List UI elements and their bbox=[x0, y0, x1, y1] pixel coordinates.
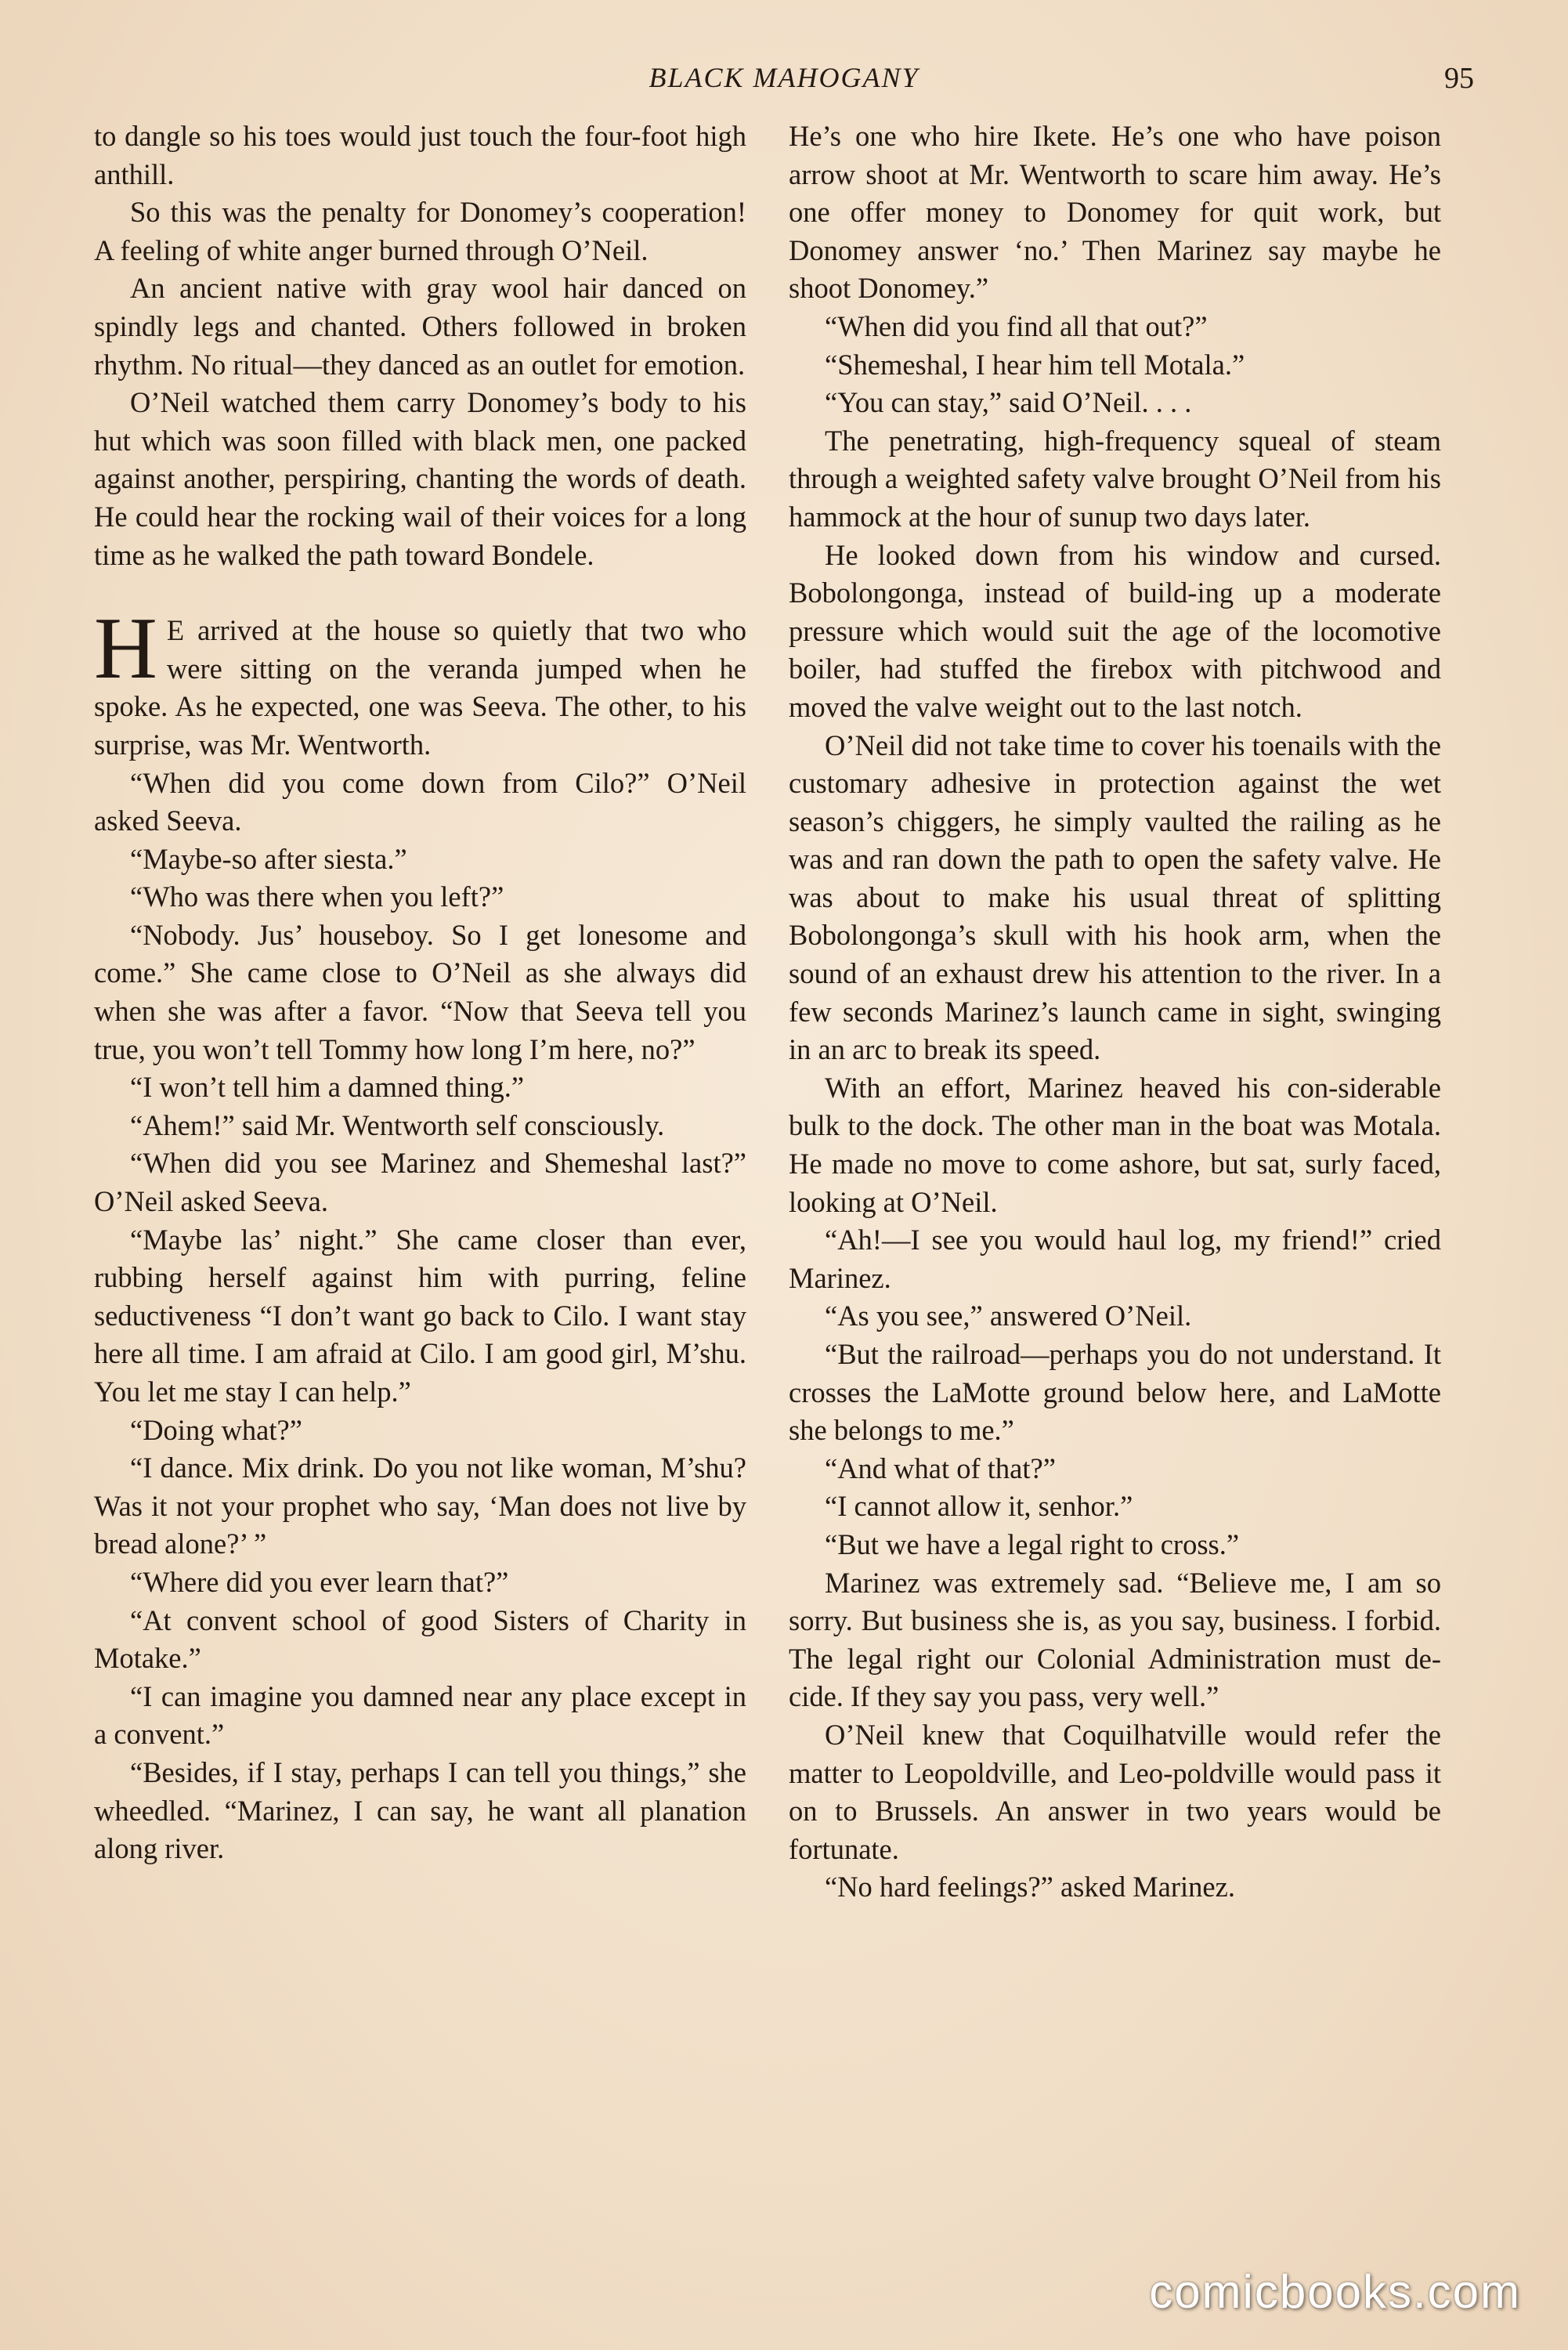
paragraph: “When did you come down from Cilo?” O’Neil asked Seeva. bbox=[94, 766, 746, 837]
paragraph: So this was the penalty for Donomey’s cooperation! A feeling of white anger burned through O’Neil. bbox=[94, 196, 746, 266]
paragraph: “Ahem!” said Mr. Wentworth self consciously. bbox=[130, 1108, 665, 1141]
paragraph: “As you see,” answered O’Neil. bbox=[825, 1300, 1192, 1332]
paragraph: “I dance. Mix drink. Do you not like woman, M’shu? Was it not your prophet who say, ‘Man does not live by bread alone?’ ” bbox=[94, 1452, 746, 1560]
paragraph: O’Neil knew that Coquilhatville would refer the matter to Leopoldville, and Leo-poldville would pass it on to Brussels. An answer in two years would be fortunate. bbox=[789, 1718, 1441, 1865]
left-column bbox=[94, 118, 746, 1868]
paragraph: O’Neil watched them carry Donomey’s body to his hut which was soon filled with black men, one packed against another, perspiring, chanting the words of death. He could hear the rocking wail of their voices for a long time as he walked the path toward Bondele. bbox=[94, 386, 746, 571]
paragraph: “No hard feelings?” asked Marinez. bbox=[825, 1871, 1235, 1904]
paragraph: “Doing what?” bbox=[130, 1413, 302, 1446]
paragraph: “Shemeshal, I hear him tell Motala.” bbox=[825, 348, 1245, 381]
paragraph: “Maybe-so after siesta.” bbox=[130, 842, 407, 875]
paragraph: “When did you find all that out?” bbox=[825, 309, 1208, 342]
paragraph: “Besides, if I stay, perhaps I can tell you things,” she wheedled. “Marinez, I can say, he want all planation along river. bbox=[94, 1755, 746, 1865]
paragraph-text: E arrived at the house so quietly that two who were sitting on the veranda jumped when he spoke. As he expected, one was Seeva. The other, to his surprise, was Mr. Wentworth. bbox=[94, 614, 746, 761]
paragraph: “At convent school of good Sisters of Charity in Motake.” bbox=[94, 1603, 746, 1675]
paragraph: “I cannot allow it, senhor.” bbox=[825, 1490, 1133, 1523]
paragraph: With an effort, Marinez heaved his con-siderable bulk to the dock. The other man in the boat was Motala. He made no move to come ashore, but sat, surly faced, looking at O’Neil. bbox=[789, 1071, 1441, 1218]
page-number: 95 bbox=[1444, 62, 1474, 95]
paragraph: “I can imagine you damned near any place except in a convent.” bbox=[94, 1679, 746, 1751]
paragraph: O’Neil did not take time to cover his toenails with the customary adhesive in protection against the wet season’s chiggers, he simply vaulted the railing as he was and ran down the path to open the safety valve. He was about to make his usual threat of splitting Bobolongonga’s skull with his hook arm, when the sound of an exhaust drew his attention to the river. In a few seconds Marinez’s launch came in sight, swinging in an arc to break its speed. bbox=[789, 728, 1441, 1066]
paragraph: “But the railroad—perhaps you do not understand. It crosses the LaMotte ground below here, and LaMotte she belongs to me.” bbox=[789, 1338, 1441, 1447]
paragraph: “Who was there when you left?” bbox=[130, 880, 504, 913]
paragraph: “Maybe las’ night.” She came closer than ever, rubbing herself against him with purring, feline seductiveness “I don’t want go back to Cilo. I want stay here all time. I am afraid at Cilo. I am good girl, M’shu. You let me stay I can help.” bbox=[94, 1223, 746, 1408]
paragraph: An ancient native with gray wool hair danced on spindly legs and chanted. Others followed in broken rhythm. No ritual—they danced as an outlet for emotion. bbox=[94, 272, 746, 381]
paragraph: “Ah!—I see you would haul log, my friend!” cried Marinez. bbox=[789, 1224, 1441, 1294]
paragraph: “And what of that?” bbox=[825, 1452, 1056, 1484]
paragraph: He looked down from his window and cursed. Bobolongonga, instead of build-ing up a moderate pressure which would suit the age of the locomotive boiler, had stuffed the firebox with pitchwood and moved the valve weight out to the last notch. bbox=[789, 538, 1441, 723]
running-title: BLACK MAHOGANY bbox=[649, 62, 919, 93]
paragraph: “I won’t tell him a damned thing.” bbox=[130, 1071, 525, 1104]
paragraph: Marinez was extremely sad. “Believe me, I am so sorry. But business she is, as you say, business. I forbid. The legal right our Colonial Administration must de-cide. If they say you pass, very well.” bbox=[789, 1566, 1441, 1713]
paragraph: “Nobody. Jus’ houseboy. So I get lonesome and come.” She came close to O’Neil as she always did when she was after a favor. “Now that Seeva tell you true, you won’t tell Tommy how long I’m here, no?” bbox=[94, 918, 746, 1065]
paragraph: “Where did you ever learn that?” bbox=[130, 1565, 509, 1598]
paragraph: “You can stay,” said O’Neil. . . . bbox=[825, 386, 1192, 419]
drop-cap: H bbox=[94, 600, 157, 698]
paragraph: The penetrating, high-frequency squeal of steam through a weighted safety valve brought O’Neil from his hammock at the hour of sunup two days later. bbox=[789, 424, 1441, 533]
paragraph: “But we have a legal right to cross.” bbox=[825, 1528, 1240, 1560]
page-header bbox=[94, 61, 1474, 108]
paragraph: “When did you see Marinez and Shemeshal last?” O’Neil asked Seeva. bbox=[94, 1147, 746, 1218]
paragraph: He’s one who hire Ikete. He’s one who have poison arrow shoot at Mr. Wentworth to scare him away. He’s one offer money to Donomey for quit work, but Donomey answer ‘no.’ Then Marinez say maybe he shoot Donomey.” bbox=[789, 120, 1441, 305]
site-watermark: comicbooks.com bbox=[1149, 2265, 1521, 2318]
right-column bbox=[789, 118, 1441, 1907]
paragraph: to dangle so his toes would just touch the four-foot high anthill. bbox=[94, 120, 746, 190]
section-opening-paragraph bbox=[94, 600, 746, 764]
